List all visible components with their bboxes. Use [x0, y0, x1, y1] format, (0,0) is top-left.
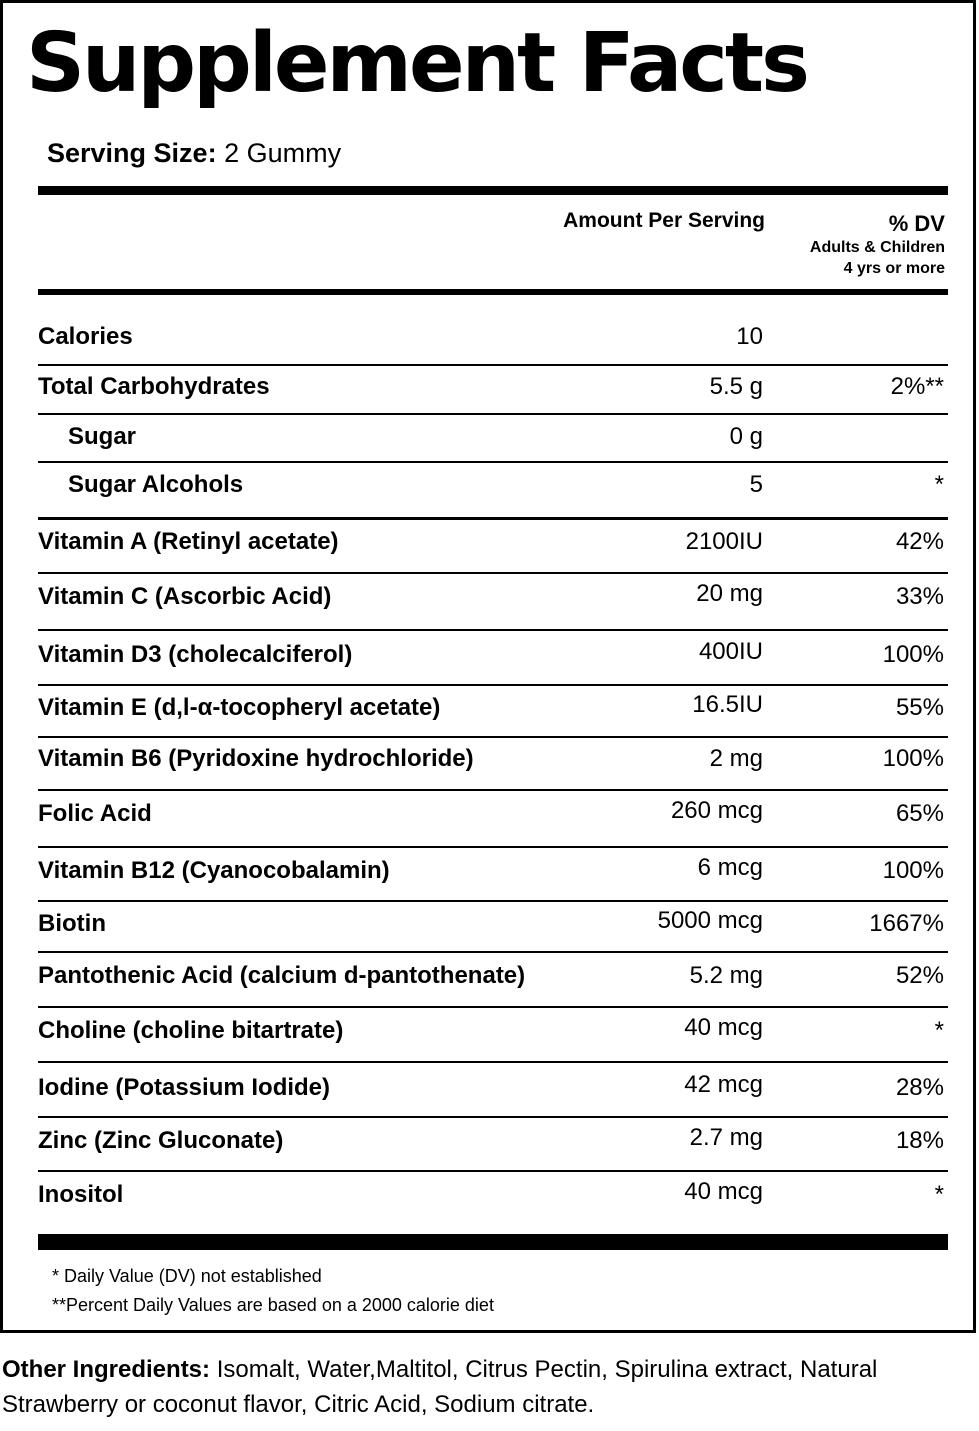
nutrient-amount: 2.7 mg: [689, 1124, 763, 1151]
nutrient-amount: 2100IU: [685, 528, 763, 555]
row-divider: [38, 413, 948, 415]
row-divider: [38, 517, 948, 520]
nutrient-amount: 40 mcg: [684, 1014, 763, 1041]
dv-heading: % DV: [888, 211, 945, 236]
nutrient-name: Sugar Alcohols: [68, 471, 244, 498]
nutrient-daily-value: 100%: [882, 641, 944, 668]
nutrient-daily-value: 18%: [895, 1127, 944, 1154]
nutrient-name: Iodine (Potassium Iodide): [38, 1074, 331, 1101]
daily-value-header: [810, 211, 945, 279]
row-divider: [38, 572, 948, 574]
nutrient-daily-value: 28%: [895, 1074, 944, 1101]
nutrient-name: Choline (choline bitartrate): [38, 1017, 344, 1044]
nutrient-amount: 40 mcg: [684, 1178, 763, 1205]
nutrient-amount: 5.5 g: [709, 373, 763, 400]
row-divider: [38, 1061, 948, 1063]
row-divider: [38, 629, 948, 631]
row-divider: [38, 846, 948, 848]
row-divider: [38, 951, 948, 953]
other-ingredients: [2, 1352, 972, 1422]
serving-size-label: Serving Size:: [47, 138, 217, 168]
row-divider: [38, 1006, 948, 1008]
nutrient-name: Calories: [38, 323, 133, 350]
nutrient-amount: 5.2 mg: [689, 962, 763, 989]
top-divider-bar: [38, 186, 948, 195]
row-divider: [38, 1170, 948, 1172]
nutrient-daily-value: 33%: [895, 583, 944, 610]
header-divider-bar: [38, 289, 948, 295]
footnote-dv-not-established: * Daily Value (DV) not established: [52, 1266, 322, 1286]
amount-per-serving-header: Amount Per Serving: [563, 209, 765, 232]
nutrient-daily-value: 2%**: [890, 373, 944, 400]
nutrient-name: Vitamin A (Retinyl acetate): [38, 528, 339, 555]
other-ingredients-text: Isomalt, Water,Maltitol, Citrus Pectin, Spirulina extract, Natural Strawberry or coconut flavor, Citric Acid, Sodium citrate.: [2, 1356, 878, 1418]
nutrient-daily-value: 55%: [895, 694, 944, 721]
nutrient-amount: 5000 mcg: [657, 907, 763, 934]
nutrient-daily-value: *: [934, 1181, 944, 1208]
row-divider: [38, 461, 948, 463]
nutrient-daily-value: *: [934, 471, 944, 498]
nutrient-name: Sugar: [68, 423, 137, 450]
nutrient-daily-value: 100%: [882, 857, 944, 884]
nutrient-amount: 16.5IU: [692, 691, 763, 718]
nutrient-amount: 10: [736, 323, 763, 350]
row-divider: [38, 789, 948, 791]
nutrient-name: Vitamin C (Ascorbic Acid): [38, 583, 332, 610]
nutrient-daily-value: 100%: [882, 745, 944, 772]
serving-size: [47, 136, 341, 170]
nutrient-amount: 260 mcg: [670, 797, 763, 824]
nutrient-name: Inositol: [38, 1181, 124, 1208]
nutrient-amount: 42 mcg: [684, 1071, 763, 1098]
nutrient-daily-value: 42%: [895, 528, 944, 555]
serving-size-value: 2 Gummy: [224, 138, 342, 168]
nutrient-amount: 0 g: [729, 423, 763, 450]
nutrient-name: Biotin: [38, 910, 106, 937]
row-divider: [38, 736, 948, 738]
row-divider: [38, 1116, 948, 1118]
dv-note-line-2: 4 yrs or more: [843, 260, 945, 277]
nutrient-name: Vitamin E (d,l-α-tocopheryl acetate): [38, 694, 441, 721]
panel-title: Supplement Facts: [26, 16, 807, 111]
nutrient-amount: 400IU: [698, 638, 763, 665]
nutrient-name: Vitamin B12 (Cyanocobalamin): [38, 857, 390, 884]
bottom-divider-bar: [38, 1234, 948, 1250]
nutrient-amount: 5: [749, 471, 763, 498]
row-divider: [38, 900, 948, 902]
nutrient-name: Folic Acid: [38, 800, 152, 827]
nutrient-name: Pantothenic Acid (calcium d-pantothenate): [38, 962, 526, 989]
nutrient-amount: 20 mg: [696, 580, 763, 607]
dv-note-line-1: Adults & Children: [809, 239, 945, 256]
nutrient-daily-value: 1667%: [869, 910, 944, 937]
nutrient-daily-value: *: [934, 1017, 944, 1044]
nutrient-amount: 2 mg: [709, 745, 763, 772]
nutrient-name: Total Carbohydrates: [38, 373, 270, 400]
nutrient-amount: 6 mcg: [697, 854, 763, 881]
nutrient-name: Vitamin B6 (Pyridoxine hydrochloride): [38, 745, 474, 772]
nutrient-daily-value: 65%: [895, 800, 944, 827]
row-divider: [38, 684, 948, 686]
footnote-percent-daily-values: **Percent Daily Values are based on a 2000 calorie diet: [52, 1295, 494, 1315]
other-ingredients-label: Other Ingredients:: [2, 1356, 211, 1383]
nutrient-name: Zinc (Zinc Gluconate): [38, 1127, 284, 1154]
nutrient-daily-value: 52%: [895, 962, 944, 989]
nutrient-name: Vitamin D3 (cholecalciferol): [38, 641, 353, 668]
row-divider: [38, 364, 948, 366]
